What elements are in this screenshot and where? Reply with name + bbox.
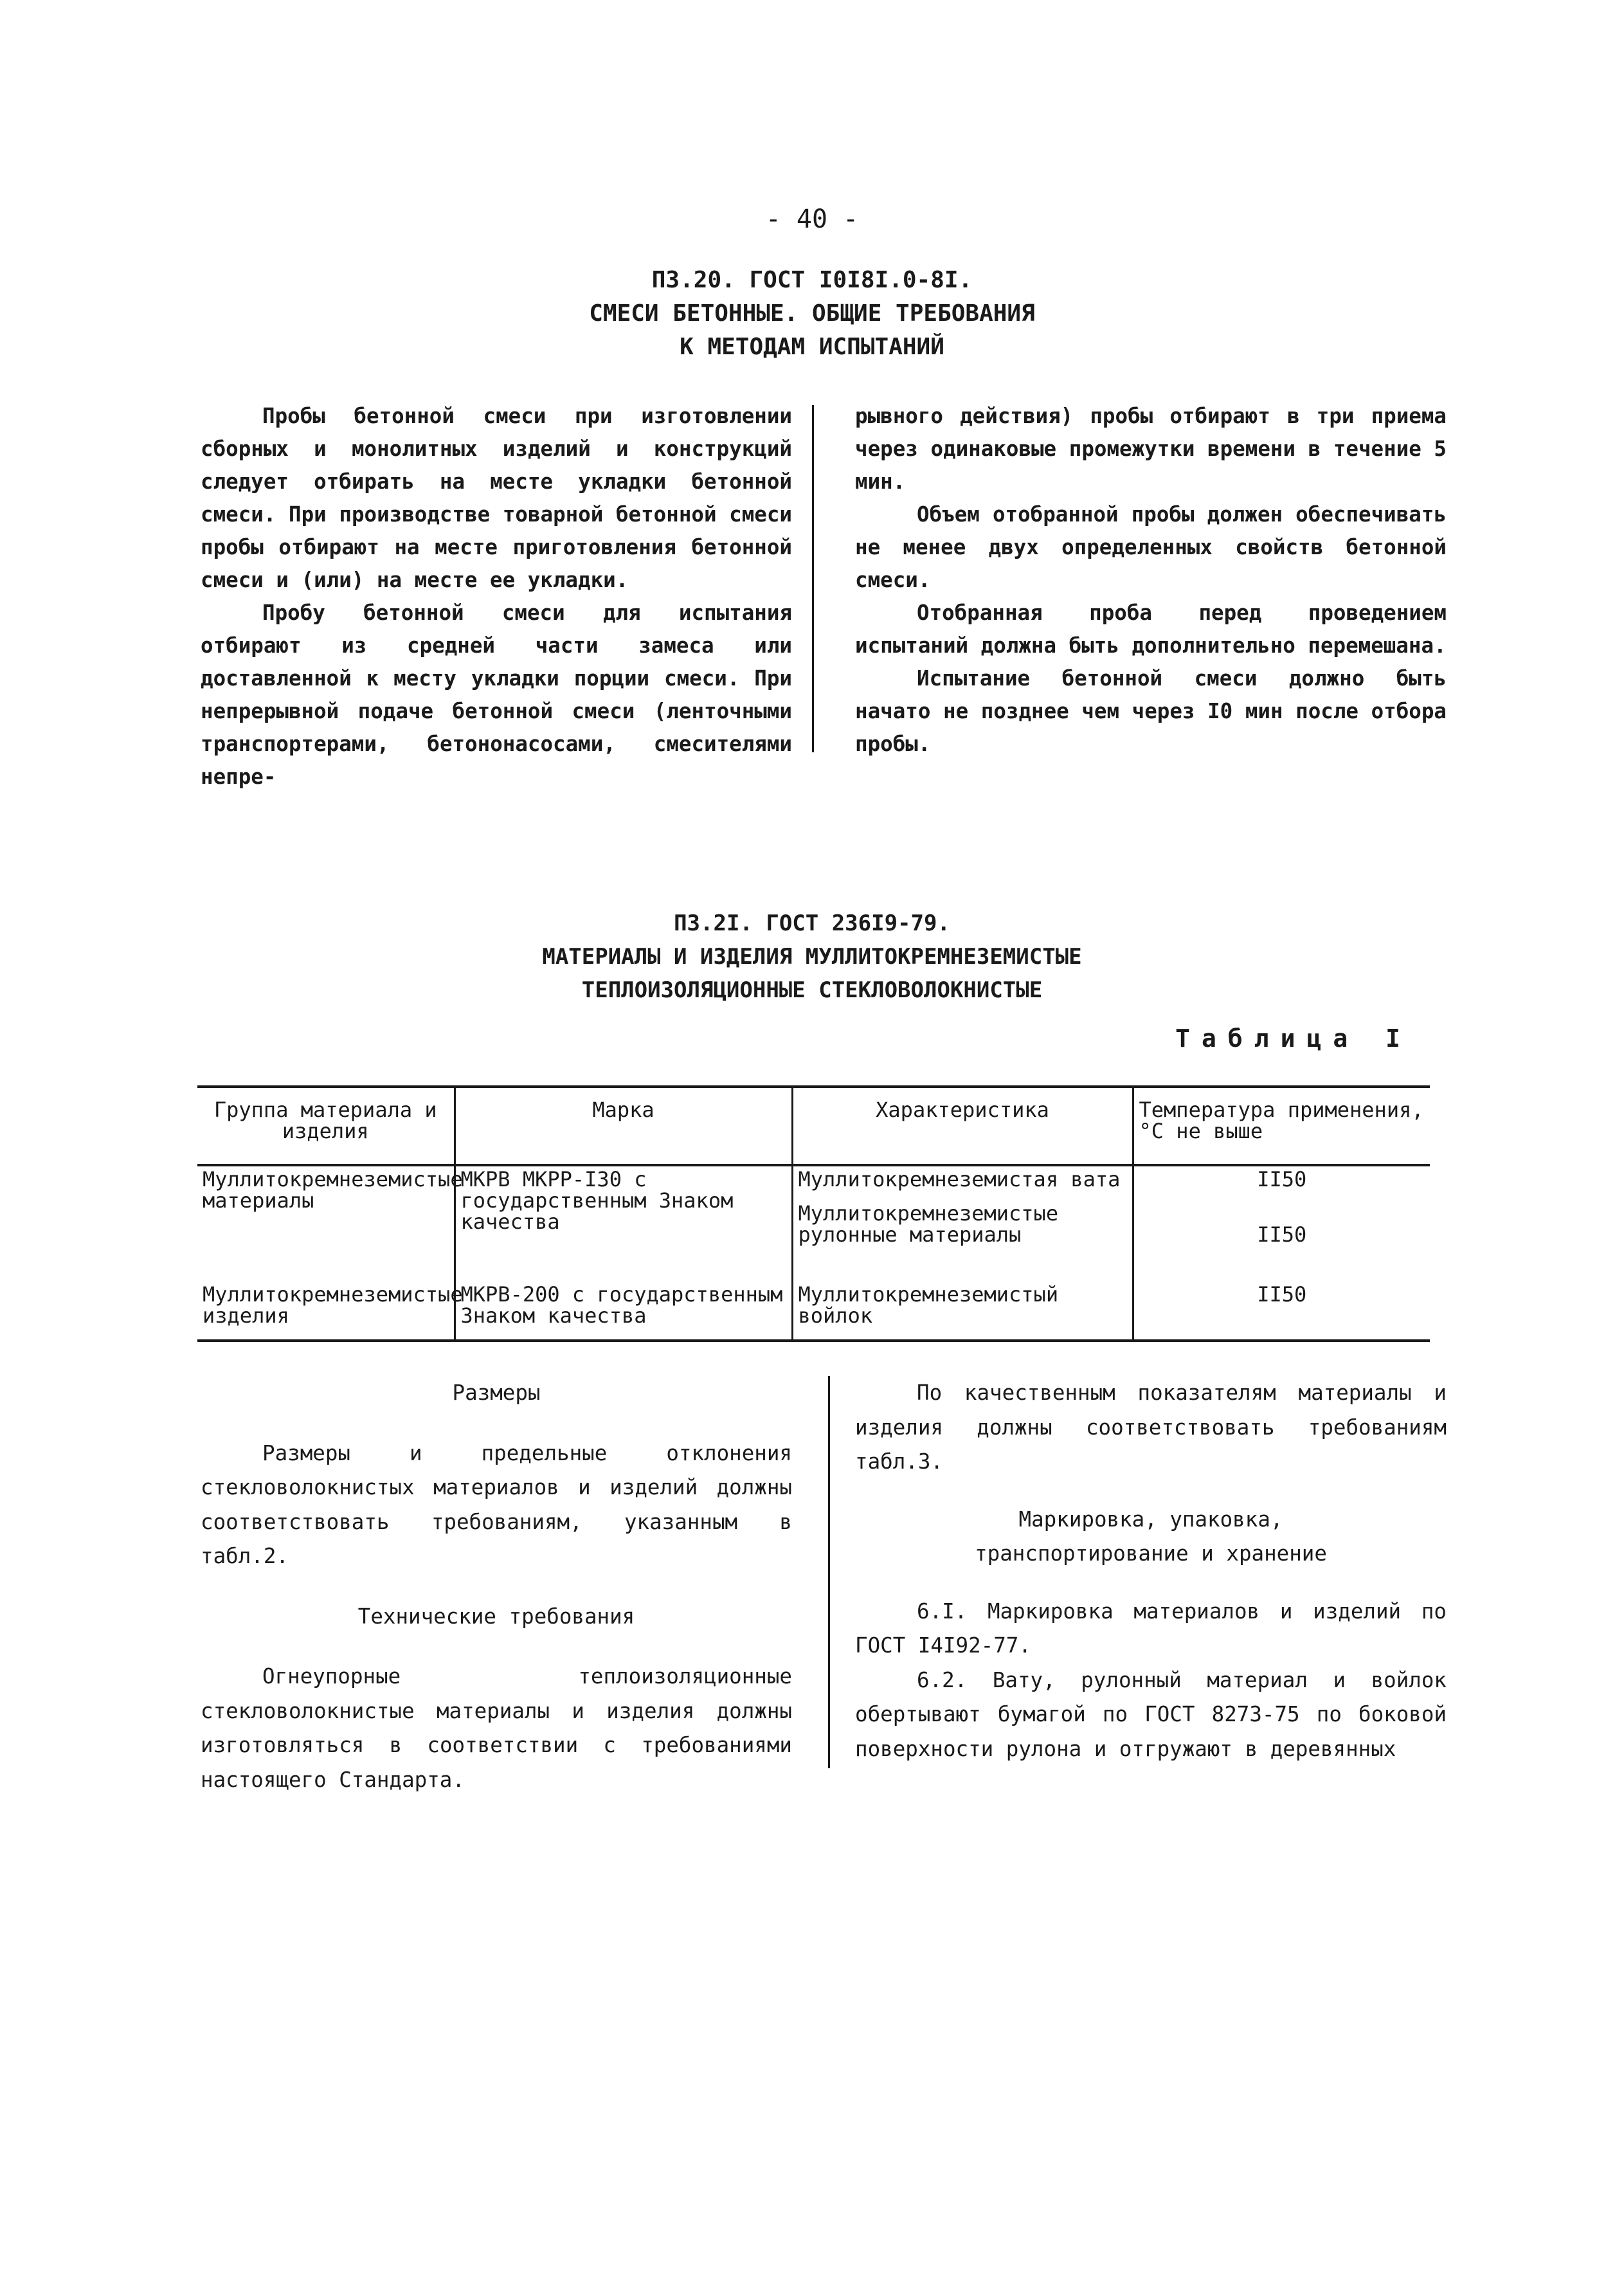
table-cell-group: Муллитокремнеземистые материалы <box>203 1167 463 1213</box>
table-header-temperature: Температура применения, °С не выше <box>1133 1087 1430 1165</box>
section-2-left-column <box>201 1376 792 1797</box>
table-cell-characteristic: Муллитокремнеземистая вата <box>798 1167 1121 1191</box>
section-2-right-column <box>855 1376 1447 1766</box>
item-6-2: 6.2. Вату, рулонный материал и войлок обертывают бумагой по ГОСТ 8273-75 по боковой поверхности рулона и отгружают в деревянных <box>855 1667 1447 1761</box>
section-1-heading-line-2: СМЕСИ БЕТОННЫЕ. ОБЩИЕ ТРЕБОВАНИЯ <box>589 300 1035 327</box>
materials-table <box>197 1085 1430 1342</box>
table-cell-characteristic: Муллитокремнеземистый войлок <box>798 1282 1059 1328</box>
section-1-left-paragraph-1: Пробы бетонной смеси при изготовлении сборных и монолитных изделий и конструкций следует отбирать на месте укладки бетонной смеси. При производстве товарной бетонной смеси пробы отбирают на месте приготовления бетонной смеси и (или) на месте ее укладки. <box>201 404 792 592</box>
tech-requirements-title: Технические требования <box>357 1604 635 1629</box>
section-2-heading-line-3: ТЕПЛОИЗОЛЯЦИОННЫЕ СТЕКЛОВОЛОКНИСТЫЕ <box>581 977 1043 1003</box>
section-1-heading-line-1: ПЗ.20. ГОСТ I0I8I.0-8I. <box>651 267 973 293</box>
item-6-1: 6.I. Маркировка материалов и изделий по ГОСТ I4I92-77. <box>855 1598 1447 1658</box>
dimensions-title: Размеры <box>452 1381 541 1405</box>
section-1-column-divider <box>812 405 814 752</box>
dimensions-text: Размеры и предельные отклонения стекловолокнистых материалов и изделий должны соответствовать требованиям, указанным в табл.2. <box>201 1440 792 1568</box>
table-caption: Таблица I <box>1175 1024 1412 1053</box>
section-1-heading <box>362 264 1262 364</box>
table-row <box>197 1281 1430 1341</box>
page-number: - 40 - <box>765 204 859 234</box>
section-1-left-paragraph-2: Пробу бетонной смеси для испытания отбирают из средней части замеса или доставленной к месту укладки порции смеси. При непрерывной подаче бетонной смеси (ленточными транспортерами, бетононасосами, смесителями непре- <box>201 601 792 789</box>
section-1-right-paragraph-2: Объем отобранной пробы должен обеспечивать не менее двух определенных свойств бетонной смеси. <box>855 502 1447 592</box>
section-2-heading <box>298 907 1326 1007</box>
section-1-right-paragraph-4: Испытание бетонной смеси должно быть начато не позднее чем через I0 мин после отбора пробы. <box>855 666 1447 756</box>
table-cell-mark: МКРВ-200 с государственным Знаком качества <box>460 1282 783 1328</box>
table-header-group: Группа материала и изделия <box>197 1087 455 1165</box>
table-row <box>197 1165 1430 1281</box>
section-2-heading-line-1: ПЗ.2I. ГОСТ 236I9-79. <box>674 910 950 936</box>
section-1-heading-line-3: К МЕТОДАМ ИСПЫТАНИЙ <box>680 334 944 360</box>
section-2-column-divider <box>828 1376 830 1768</box>
section-2-heading-line-2: МАТЕРИАЛЫ И ИЗДЕЛИЯ МУЛЛИТОКРЕМНЕЗЕМИСТЫЕ <box>542 944 1082 970</box>
marking-title-line-2: транспортирование и хранение <box>975 1541 1327 1566</box>
table-header-row <box>197 1087 1430 1165</box>
table-cell-temperature: II50 <box>1257 1282 1307 1307</box>
tech-requirements-text: Огнеупорные теплоизоляционные стекловолокнистые материалы и изделия должны изготовляться в соответствии с требованиями настоящего Стандарта. <box>201 1664 792 1792</box>
table-header-mark: Марка <box>455 1087 792 1165</box>
table-cell-characteristic: Муллитокремнеземистые рулонные материалы <box>798 1201 1059 1247</box>
table-cell-temperature: II50 <box>1257 1222 1307 1247</box>
section-1-left-column <box>201 400 792 793</box>
quality-text: По качественным показателям материалы и изделия должны соответствовать требованиям табл.3. <box>855 1381 1447 1474</box>
section-1-right-column <box>855 400 1447 761</box>
table-cell-temperature: II50 <box>1257 1167 1307 1191</box>
marking-title-line-1: Маркировка, упаковка, <box>1018 1507 1283 1532</box>
table-header-characteristic: Характеристика <box>792 1087 1133 1165</box>
table-cell-group: Муллитокремнеземистые изделия <box>203 1282 463 1328</box>
section-1-right-paragraph-1: рывного действия) пробы отбирают в три приема через одинаковые промежутки времени в течение 5 мин. <box>855 404 1447 494</box>
section-1-right-paragraph-3: Отобранная проба перед проведением испытаний должна быть дополнительно перемешана. <box>855 601 1447 658</box>
table-cell-mark: МКРВ МКРР-I30 с государственным Знаком качества <box>460 1167 734 1234</box>
